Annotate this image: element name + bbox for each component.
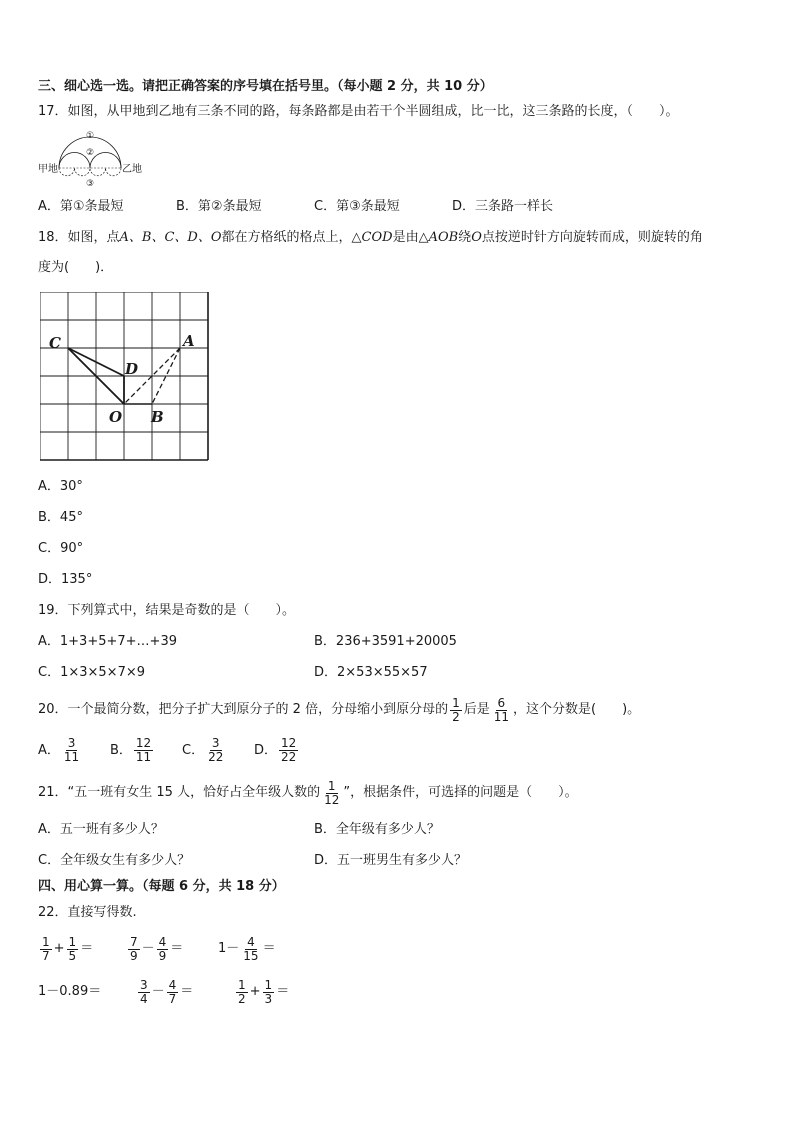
q21-stem-pre: 21．“五一班有女生 15 人，恰好占全年级人数的 [38,785,321,800]
q17-semicircle-figure [38,128,148,190]
q20-stem-pre: 20．一个最简分数，把分子扩大到原分子的 2 倍，分母缩小到原分母的 [38,702,449,717]
q22-item-6-a: $\frac{1}{2}$ [238,977,246,1006]
q22-item-1: $\frac{1}{7}$ + $\frac{1}{5}$ ＝ [42,934,94,963]
q17-mark-3: ③ [86,179,95,189]
q20-stem-mid: 后是 [463,702,490,717]
q22-item-5-b: $\frac{4}{7}$ [168,977,177,1006]
q17-mark-2: ② [86,148,95,158]
q18-label-o: O [109,408,123,426]
q20-option-c: C． $\frac{3}{22}$ [182,736,224,764]
q22-item-3-b: $\frac{4}{15}$ [243,934,259,963]
q19-option-d: D．2×53×55×57 [314,665,428,680]
q18-label-a: A [183,332,195,350]
q21-stem [38,778,578,808]
q18-stem-mid: 都在方格纸的格点上，△ [221,230,362,245]
q18-stem-line-1 [38,230,703,246]
q17-mark-1: ① [86,131,95,141]
q21-option-d: D．五一班男生有多少人？ [314,853,468,868]
q22-item-5: $\frac{3}{4}$ － $\frac{4}{7}$ ＝ [140,977,194,1006]
q18-stem-line-2: 度为( )． [38,260,114,275]
q20-option-a: A． $\frac{3}{11}$ [38,736,80,764]
q18-option-b: B．45° [38,510,83,525]
q19-stem: 19．下列算式中，结果是奇数的是（ ）。 [38,603,296,618]
q21-fraction: $\frac{1}{12}$ [324,778,340,807]
q17-option-d: D．三条路一样长 [452,199,554,214]
q22-item-3: 1－ $\frac{4}{15}$ ＝ [218,934,276,963]
q21-stem-post: ”，根据条件，可选择的问题是（ ）。 [343,785,578,800]
q18-cod: COD [361,230,393,245]
q22-item-1-a: $\frac{1}{7}$ [42,934,50,963]
q21-option-c: C．全年级女生有多少人？ [38,853,191,868]
q22-item-1-b: $\frac{1}{5}$ [68,934,77,963]
q18-option-d: D．135° [38,572,93,587]
q20-options [38,737,326,764]
q20-option-d: D． $\frac{12}{22}$ [254,736,297,764]
section-3-heading: 三、细心选一选。请把正确答案的序号填在括号里。（每小题 2 分，共 10 分） [38,79,493,94]
q20-option-b: B． $\frac{12}{11}$ [110,736,152,764]
q18-points: A、B、C、D、O [119,230,222,245]
q22-item-2: $\frac{7}{9}$ － $\frac{4}{9}$ ＝ [130,934,184,963]
q20-stem-post: ，这个分数是( )。 [513,702,641,717]
q18-label-b: B [151,408,164,426]
q19-option-a: A．1+3+5+7+…+39 [38,634,177,649]
q17-stem: 17．如图，从甲地到乙地有三条不同的路，每条路都是由若干个半圆组成，比一比，这三条路的长度，（ ）。 [38,104,679,119]
q17-option-b: B．第②条最短 [176,199,262,214]
q22-item-2-a: $\frac{7}{9}$ [130,934,138,963]
q22-item-6-b: $\frac{1}{3}$ [264,977,273,1006]
q17-path-3 [59,168,121,176]
q18-option-c: C．90° [38,541,84,556]
q20-fraction-result: $\frac{6}{11}$ [493,695,510,724]
q18-stem-mid3: 绕 [458,230,472,245]
q22-item-6: $\frac{1}{2}$ + $\frac{1}{3}$ ＝ [238,977,290,1006]
q18-label-d: D [125,360,139,378]
q18-stem-pre: 18．如图，点 [38,230,120,245]
q18-aob: AOB [428,230,459,245]
q18-label-c: C [49,334,61,352]
q19-option-b: B．236+3591+20005 [314,634,457,649]
q21-option-b: B．全年级有多少人？ [314,822,440,837]
q22-item-4: 1－0.89＝ [38,984,102,999]
q20-fraction-half: $\frac{1}{2}$ [452,695,460,724]
q20-stem [38,695,640,725]
q18-grid-figure [40,292,212,464]
q18-stem-mid2: 是由△ [392,230,429,245]
q17-option-a: A．第①条最短 [38,199,124,214]
q17-start-label: 甲地 [38,164,58,175]
q22-item-5-a: $\frac{3}{4}$ [140,977,148,1006]
q17-option-c: C．第③条最短 [314,199,400,214]
section-4-heading: 四、用心算一算。（每题 6 分，共 18 分） [38,879,285,894]
q17-end-label: 乙地 [122,164,142,175]
q21-option-a: A．五一班有多少人？ [38,822,164,837]
q18-option-a: A．30° [38,479,83,494]
q19-option-c: C．1×3×5×7×9 [38,665,146,680]
q22-item-2-b: $\frac{4}{9}$ [158,934,167,963]
q18-stem-post: 点按逆时针方向旋转而成，则旋转的角 [481,230,703,245]
q22-stem: 22．直接写得数. [38,905,137,920]
q18-center-o: O [471,230,482,245]
